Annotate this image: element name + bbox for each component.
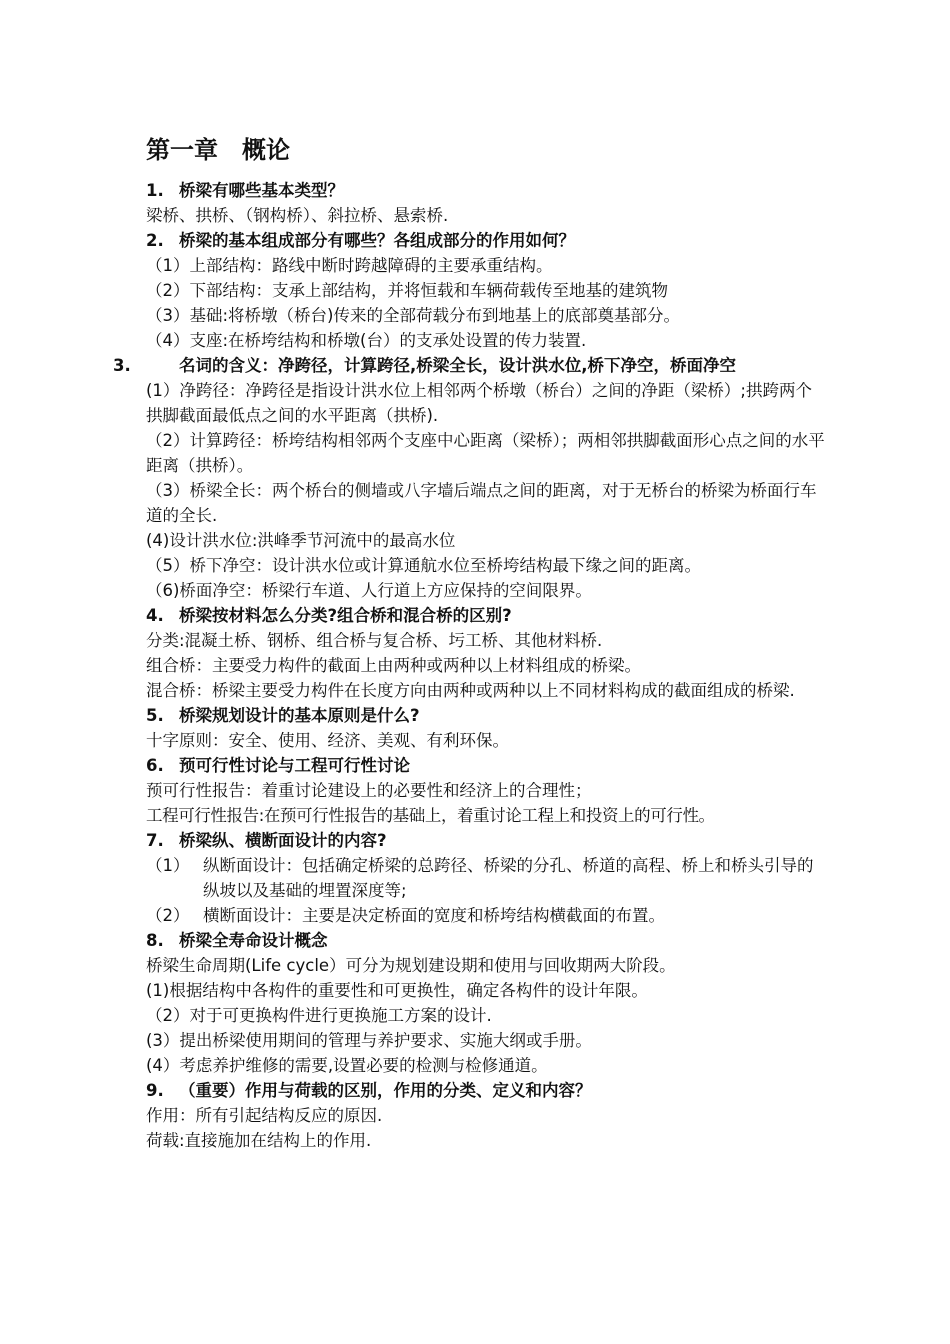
answer-line: 工程可行性报告:在预可行性报告的基础上，着重讨论工程上和投资上的可行性。: [146, 806, 715, 825]
question-number: 9.: [146, 1081, 164, 1100]
answer-line: （2）下部结构：支承上部结构，并将恒载和车辆荷载传至地基的建筑物: [146, 281, 668, 300]
answer-line: (4）考虑养护维修的需要,设置必要的检测与检修通道。: [146, 1056, 548, 1075]
answer-line: （5）桥下净空：设计洪水位或计算通航水位至桥垮结构最下缘之间的距离。: [146, 556, 701, 575]
answer-line: （1）上部结构：路线中断时跨越障碍的主要承重结构。: [146, 256, 553, 275]
question-text: 桥梁全寿命设计概念: [179, 931, 328, 950]
question-9: [146, 1078, 826, 1103]
answer-line: 荷载:直接施加在结构上的作用.: [146, 1131, 372, 1150]
answer-line: (3）提出桥梁使用期间的管理与养护要求、实施大纲或手册。: [146, 1031, 592, 1050]
answer-item: [146, 903, 826, 928]
question-number: 7.: [146, 831, 164, 850]
question-4: [146, 603, 826, 628]
question-6: [146, 753, 826, 778]
answer-paragraph: （2）计算跨径：桥垮结构相邻两个支座中心距离（梁桥）；两相邻拱脚截面形心点之间的水平距离（拱桥）。: [146, 431, 825, 475]
answer-line: 梁桥、拱桥、（钢构桥）、斜拉桥、悬索桥.: [146, 206, 449, 225]
answer-paragraph: (1）净跨径：净跨径是指设计洪水位上相邻两个桥墩（桥台）之间的净距（梁桥）;拱跨两个拱脚截面最低点之间的水平距离（拱桥).: [146, 381, 812, 425]
item-text: 纵断面设计：包括确定桥梁的总跨径、桥梁的分孔、桥道的高程、桥上和桥头引导的纵坡以及基础的埋置深度等;: [203, 856, 814, 900]
answer-line: （3）基础:将桥墩（桥台)传来的全部荷载分布到地基上的底部奠基部分。: [146, 306, 680, 325]
answer-line: (1)根据结构中各构件的重要性和可更换性，确定各构件的设计年限。: [146, 981, 648, 1000]
answer-line: 作用：所有引起结构反应的原因.: [146, 1106, 383, 1125]
question-text: 桥梁纵、横断面设计的内容?: [179, 831, 387, 850]
item-label: （1）: [146, 856, 190, 875]
document-page: [113, 134, 826, 1153]
question-number: 3.: [113, 356, 131, 375]
question-text: 桥梁规划设计的基本原则是什么?: [179, 706, 420, 725]
answer-line: 桥梁生命周期(Life cycle）可分为规划建设期和使用与回收期两大阶段。: [146, 956, 676, 975]
question-number: 5.: [146, 706, 164, 725]
question-text: 桥梁有哪些基本类型？: [179, 181, 344, 200]
answer-item: [146, 853, 826, 903]
answer-line: (4)设计洪水位:洪峰季节河流中的最高水位: [146, 531, 456, 550]
item-label: （2）: [146, 906, 190, 925]
question-text: 预可行性讨论与工程可行性讨论: [179, 756, 410, 775]
item-text: 横断面设计：主要是决定桥面的宽度和桥垮结构横截面的布置。: [203, 906, 665, 925]
answer-line: （2）对于可更换构件进行更换施工方案的设计.: [146, 1006, 492, 1025]
question-3: [113, 353, 839, 378]
answer-paragraph: 混合桥：桥梁主要受力构件在长度方向由两种或两种以上不同材料构成的截面组成的桥梁.: [146, 681, 795, 700]
answer-line: 分类:混凝土桥、钢桥、组合桥与复合桥、圬工桥、其他材料桥.: [146, 631, 603, 650]
question-number: 4.: [146, 606, 164, 625]
question-number: 6.: [146, 756, 164, 775]
question-2: [146, 228, 826, 253]
answer-paragraph: （3）桥梁全长：两个桥台的侧墙或八字墙后端点之间的距离，对于无桥台的桥梁为桥面行车道的全长.: [146, 481, 817, 525]
answer-line: 组合桥：主要受力构件的截面上由两种或两种以上材料组成的桥梁。: [146, 656, 641, 675]
answer-line: 十字原则：安全、使用、经济、美观、有利环保。: [146, 731, 509, 750]
question-text: （重要）作用与荷载的区别，作用的分类、定义和内容？: [179, 1081, 592, 1100]
question-number: 8.: [146, 931, 164, 950]
question-number: 2.: [146, 231, 164, 250]
question-text: 桥梁按材料怎么分类?组合桥和混合桥的区别?: [179, 606, 512, 625]
answer-line: （6)桥面净空：桥梁行车道、人行道上方应保持的空间限界。: [146, 581, 592, 600]
question-7: [146, 828, 826, 853]
question-text: 名词的含义：净跨径，计算跨径,桥梁全长，设计洪水位,桥下净空，桥面净空: [179, 356, 737, 375]
answer-line: 预可行性报告：着重讨论建设上的必要性和经济上的合理性；: [146, 781, 592, 800]
chapter-title: 第一章 概论: [146, 135, 290, 164]
question-text: 桥梁的基本组成部分有哪些？各组成部分的作用如何？: [179, 231, 575, 250]
question-number: 1.: [146, 181, 164, 200]
question-8: [146, 928, 826, 953]
question-5: [146, 703, 826, 728]
answer-line: （4）支座:在桥垮结构和桥墩(台）的支承处设置的传力装置.: [146, 331, 587, 350]
question-1: [146, 178, 826, 203]
